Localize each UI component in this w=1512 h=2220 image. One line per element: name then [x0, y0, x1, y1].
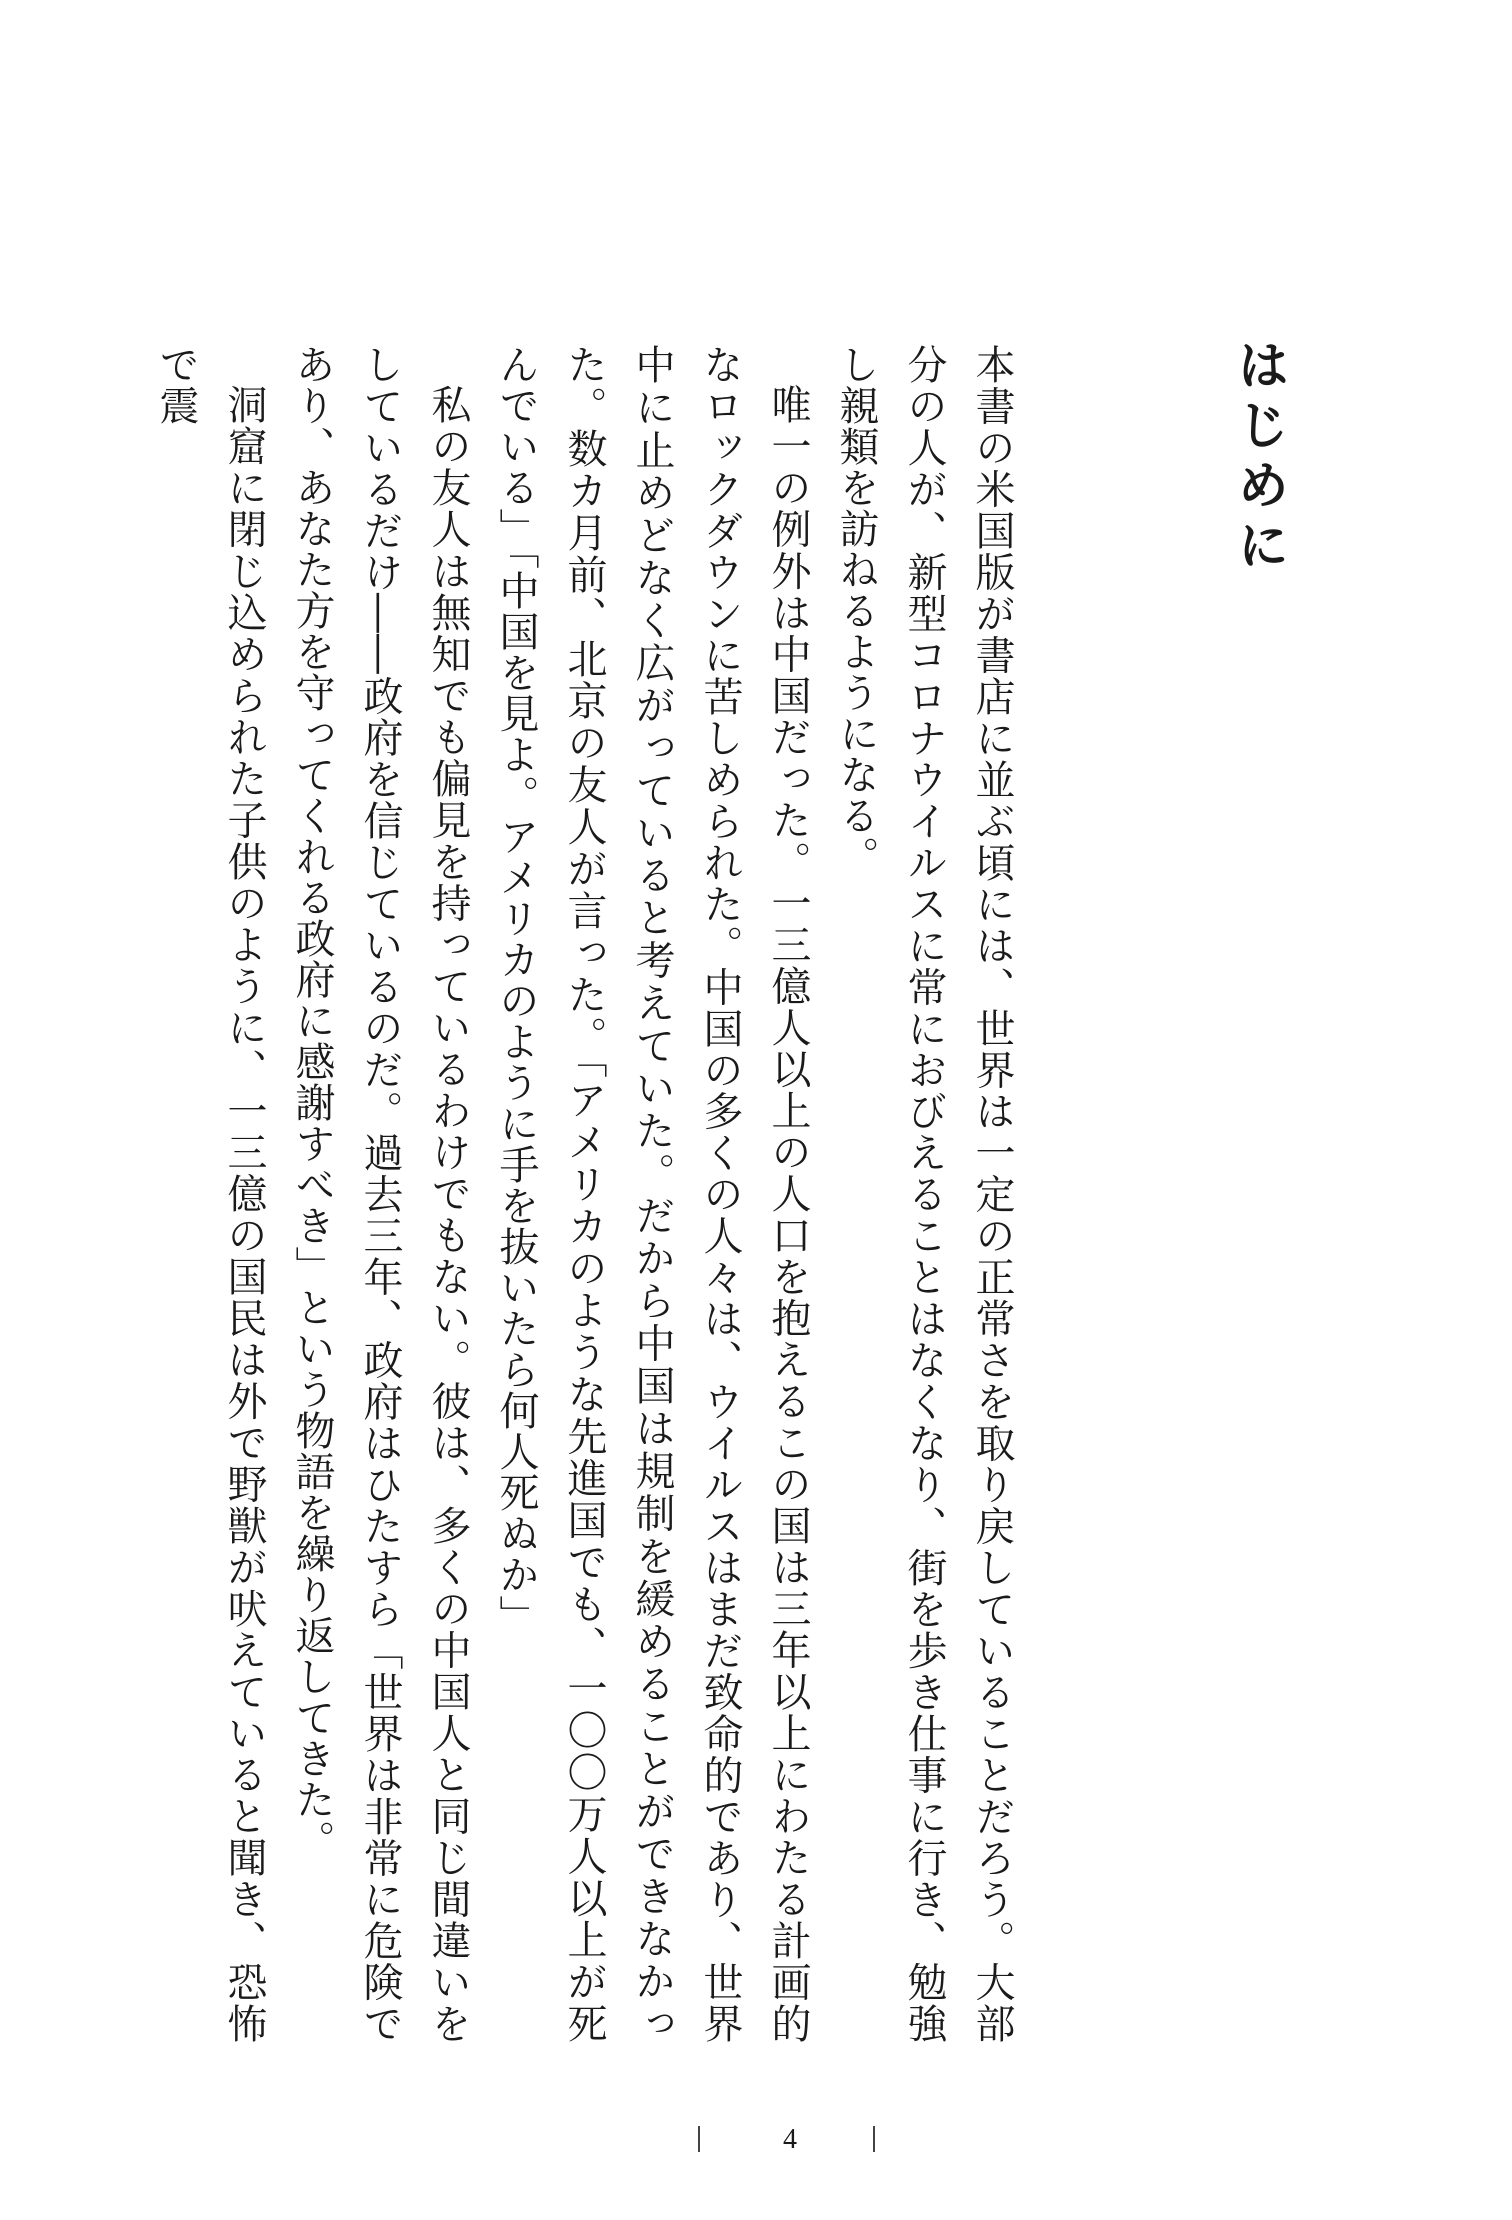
footer-rule-left	[698, 2126, 700, 2152]
page-title: はじめに	[1228, 338, 1289, 578]
footer-rule-right	[873, 2126, 875, 2152]
paragraph-1: 本書の米国版が書店に並ぶ頃には、世界は一定の正常さを取り戻していることだろう。大部分の人が、新型コロナウイルスに常におびえることはなくなり、街を歩き仕事に行き、勉強し親類を訪ねるようになる。	[833, 344, 1015, 2044]
page-number: 4	[783, 2124, 797, 2155]
paragraph-4: 洞窟に閉じ込められた子供のように、一三億の国民は外で野獣が吠えていると聞き、恐怖で震	[153, 344, 267, 2044]
paragraph-3: 私の友人は無知でも偏見を持っているわけでもない。彼は、多くの中国人と同じ間違いをしているだけ――政府を信じているのだ。過去三年、政府はひたすら「世界は非常に危険であり、あなた方を守ってくれる政府に感謝すべき」という物語を繰り返してきた。	[289, 344, 471, 2045]
body-text	[153, 344, 1026, 2045]
paragraph-2: 唯一の例外は中国だった。一三億人以上の人口を抱えるこの国は三年以上にわたる計画的なロックダウンに苦しめられた。中国の多くの人々は、ウイルスはまだ致命的であり、世界中に止めどなく広がっていると考えていた。だから中国は規制を緩めることができなかった。数カ月前、北京の友人が言った。「アメリカのような先進国でも、一〇〇万人以上が死んでいる」「中国を見よ。アメリカのように手を抜いたら何人死ぬか」	[493, 344, 811, 2044]
page-footer	[0, 2122, 1512, 2162]
